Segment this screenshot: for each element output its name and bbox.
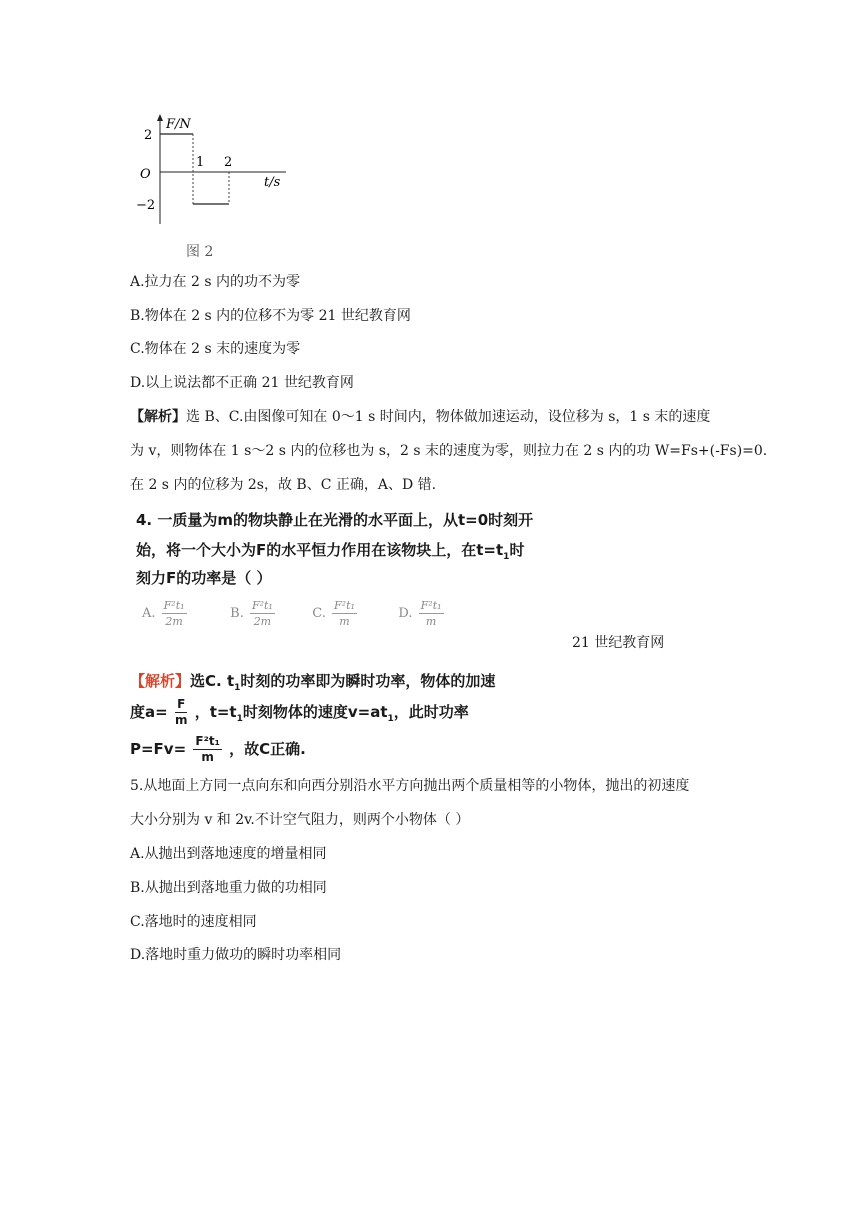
q4-analysis-l2c: 时刻物体的速度v=at bbox=[242, 703, 388, 721]
q3-option-b: B.物体在 2 s 内的位移不为零 21 世纪教育网 bbox=[130, 308, 411, 324]
y-axis-label: F/N bbox=[166, 117, 191, 132]
q4-option-a-num: F²t₁ bbox=[163, 599, 185, 612]
q4-option-d-letter: D. bbox=[398, 606, 413, 621]
graph-svg bbox=[136, 112, 296, 232]
q3-analysis-line3: 在 2 s 内的位移为 2s，故 B、C 正确，A、D 错. bbox=[130, 477, 437, 493]
q3-analysis-line2: 为 v，则物体在 1 s～2 s 内的位移也为 s，2 s 末的速度为零，则拉力在 2 s 内的功 W=Fs+(-Fs)=0. bbox=[130, 443, 768, 459]
q4-options bbox=[142, 598, 468, 629]
q4-stem-line1: 4. 一质量为m的物块静止在光滑的水平面上，从t=0时刻开 bbox=[136, 511, 534, 529]
q4-option-c-fraction bbox=[332, 598, 357, 629]
q5-stem-line1: 5.从地面上方同一点向东和向西分别沿水平方向抛出两个质量相等的小物体，抛出的初速度 bbox=[130, 778, 690, 794]
q4-analysis-l3a: P=Fv= bbox=[130, 740, 187, 758]
q4-option-c-num: F²t₁ bbox=[334, 599, 355, 612]
q3-option-d: D.以上说法都不正确 21 世纪教育网 bbox=[130, 375, 354, 391]
q4-analysis-line2 bbox=[130, 697, 469, 728]
q4-analysis-line1 bbox=[130, 670, 495, 693]
q4-analysis-l2d: ，此时功率 bbox=[393, 703, 469, 721]
q5-option-a: A.从抛出到落地速度的增量相同 bbox=[130, 846, 327, 862]
q4-analysis-l1sub: 1 bbox=[234, 683, 241, 693]
q3-analysis-line1 bbox=[130, 407, 710, 427]
x-axis-label: t/s bbox=[264, 175, 281, 190]
q4-option-b-letter: B. bbox=[230, 606, 244, 621]
y-axis-arrow bbox=[157, 114, 163, 121]
q4-option-d-num: F²t₁ bbox=[420, 599, 442, 612]
q4-option-d-fraction bbox=[419, 598, 444, 629]
q4-option-d-den: m bbox=[425, 615, 437, 628]
x-tick-2: 2 bbox=[224, 155, 233, 170]
power-fraction bbox=[193, 734, 221, 765]
q5-option-d: D.落地时重力做功的瞬时功率相同 bbox=[130, 947, 342, 963]
analysis-text: 选 B、C.由图像可知在 0～1 s 时间内，物体做加速运动，设位移为 s，1 s 末的速度 bbox=[186, 409, 711, 425]
q4-option-c-den: m bbox=[339, 615, 350, 628]
q4-analysis-l2sub: 1 bbox=[236, 714, 243, 724]
q4-analysis-l1b: 时刻的功率即为瞬时功率，物体的加速 bbox=[240, 672, 496, 690]
analysis-tag: 【解析】 bbox=[130, 409, 186, 425]
q4-option-c-letter: C. bbox=[312, 606, 326, 621]
q4-option-c bbox=[312, 598, 394, 629]
q4-watermark: 21 世纪教育网 bbox=[572, 635, 665, 651]
q4-option-a bbox=[142, 598, 226, 629]
origin-label: O bbox=[140, 167, 151, 182]
force-time-graph bbox=[136, 112, 296, 232]
q4-analysis-l2sub2: 1 bbox=[387, 714, 394, 724]
q4-analysis-tag: 【解析】 bbox=[130, 672, 191, 690]
q5-option-b: B.从抛出到落地重力做的功相同 bbox=[130, 880, 327, 896]
y-tick-positive: 2 bbox=[144, 128, 153, 143]
q4-option-b-den: 2m bbox=[253, 615, 272, 628]
x-tick-1: 1 bbox=[196, 155, 205, 170]
q4-option-a-letter: A. bbox=[142, 606, 156, 621]
q4-option-d bbox=[398, 598, 468, 629]
q4-stem-line2 bbox=[136, 539, 524, 562]
power-num: F²t₁ bbox=[195, 734, 220, 748]
q4-option-a-fraction bbox=[162, 598, 187, 629]
q4-option-b-fraction bbox=[250, 598, 275, 629]
q4-option-a-den: 2m bbox=[165, 615, 183, 628]
figure-caption: 图 2 bbox=[186, 244, 214, 260]
q4-option-b-num: F²t₁ bbox=[251, 599, 273, 612]
q4-analysis-l3b: ，故C正确. bbox=[229, 740, 306, 758]
acceleration-num: F bbox=[175, 697, 188, 713]
q4-stem-line3: 刻力F的功率是（ ） bbox=[136, 569, 272, 587]
q4-option-b bbox=[230, 598, 308, 629]
q4-analysis-l2b: ，t=t bbox=[194, 703, 237, 721]
power-den: m bbox=[201, 750, 214, 764]
y-tick-negative: −2 bbox=[136, 198, 156, 213]
acceleration-fraction bbox=[175, 697, 188, 728]
q4-stem-line2-b: 时 bbox=[509, 541, 525, 559]
q4-stem-line2-sub: 1 bbox=[503, 552, 510, 562]
q5-stem-line2: 大小分别为 v 和 2v.不计空气阻力，则两个小物体（ ） bbox=[130, 812, 470, 828]
q5-option-c: C.落地时的速度相同 bbox=[130, 914, 257, 930]
acceleration-den: m bbox=[174, 713, 188, 727]
q3-option-a: A.拉力在 2 s 内的功不为零 bbox=[130, 274, 301, 290]
q4-analysis-l2a: 度a= bbox=[130, 703, 168, 721]
q3-option-c: C.物体在 2 s 末的速度为零 bbox=[130, 341, 301, 357]
q4-analysis-line3 bbox=[130, 734, 306, 765]
q4-stem-line2-a: 始，将一个大小为F的水平恒力作用在该物块上，在t=t bbox=[136, 541, 504, 559]
q4-analysis-l1a: 选C. t bbox=[190, 672, 235, 690]
